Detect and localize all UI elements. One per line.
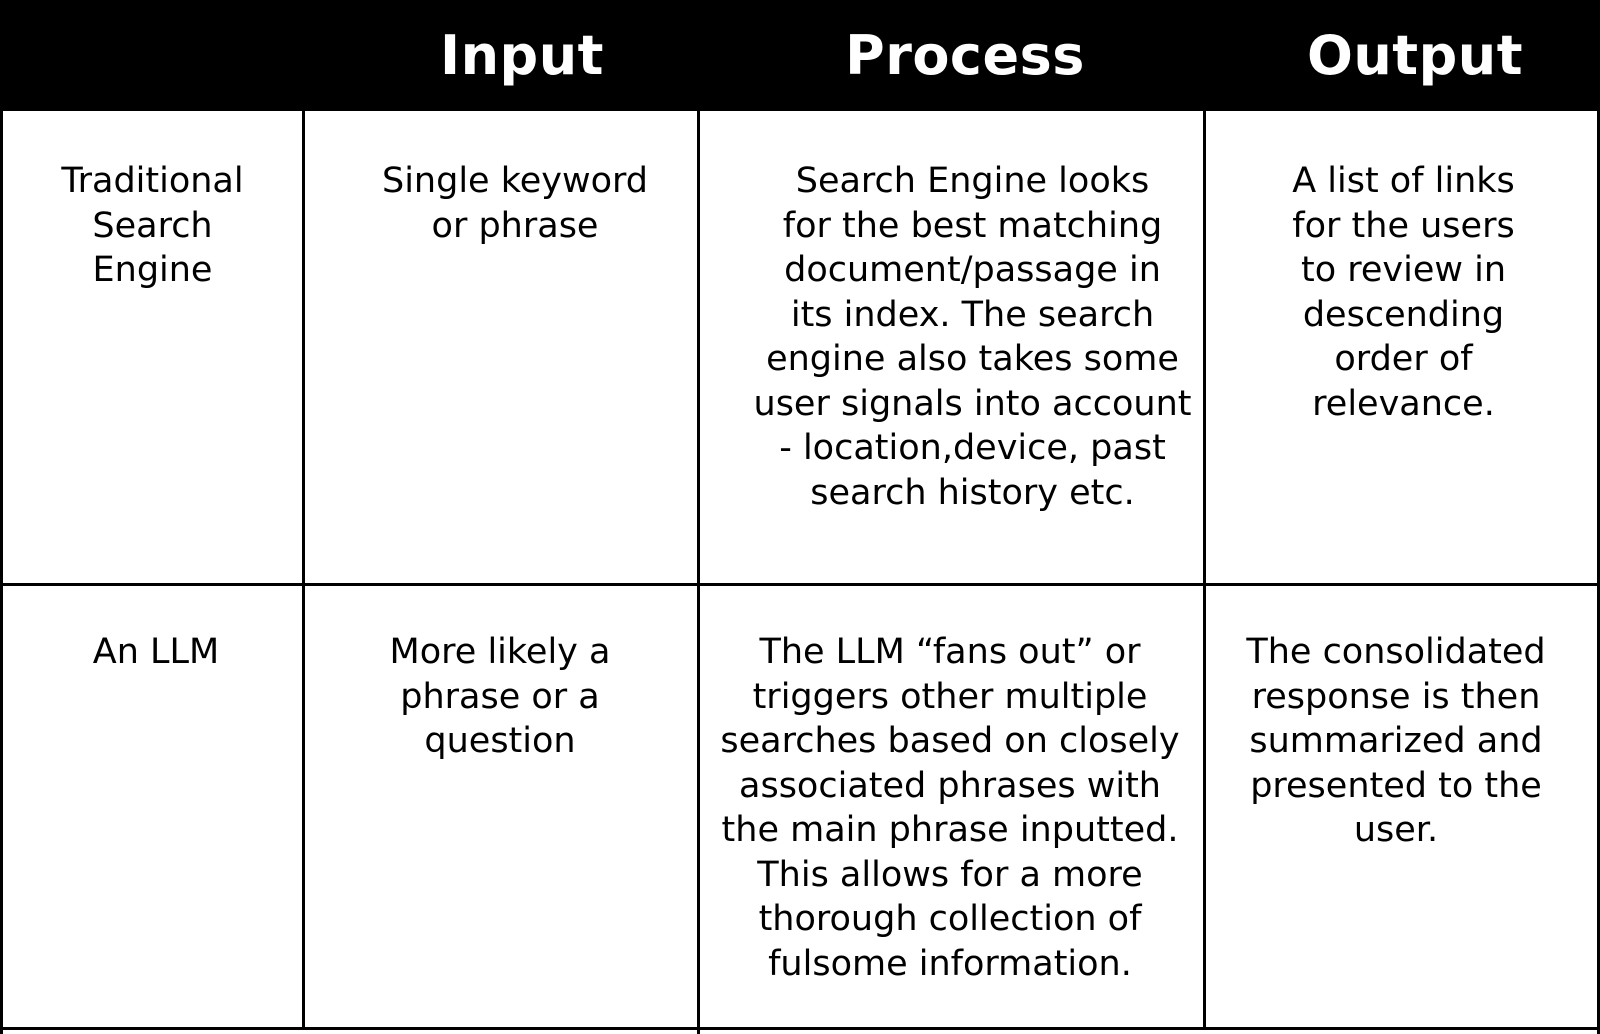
- row1-input: Single keyword or phrase: [381, 161, 649, 246]
- header-input: Input: [440, 24, 604, 87]
- row1-process: Search Engine looks for the best matching document/passage in its index. The search engine also takes some user signals into account - location,device, past search history etc.: [753, 161, 1192, 513]
- header-output: Output: [1306, 24, 1524, 87]
- header-corner-cell: [0, 0, 302, 111]
- table-border-left: [0, 0, 3, 1034]
- row2-input: More likely a phrase or a question: [389, 632, 611, 761]
- row2-process: The LLM “fans out” or triggers other multiple searches based on closely associated phrases with the main phrase inputted. This allows for a more thorough collection of fulsome information.: [720, 632, 1180, 984]
- row2-output: The consolidated response is then summarized and presented to the user.: [1246, 632, 1546, 850]
- row-label-an-llm: An LLM: [92, 632, 220, 672]
- table-header-row: [0, 0, 1600, 111]
- header-process: Process: [845, 24, 1085, 87]
- table-border-bottom: [0, 1027, 1600, 1030]
- row-divider: [0, 583, 1600, 586]
- row-label-traditional-search-engine: Traditional Search Engine: [61, 161, 244, 290]
- row1-output: A list of links for the users to review in descending order of relevance.: [1292, 161, 1515, 424]
